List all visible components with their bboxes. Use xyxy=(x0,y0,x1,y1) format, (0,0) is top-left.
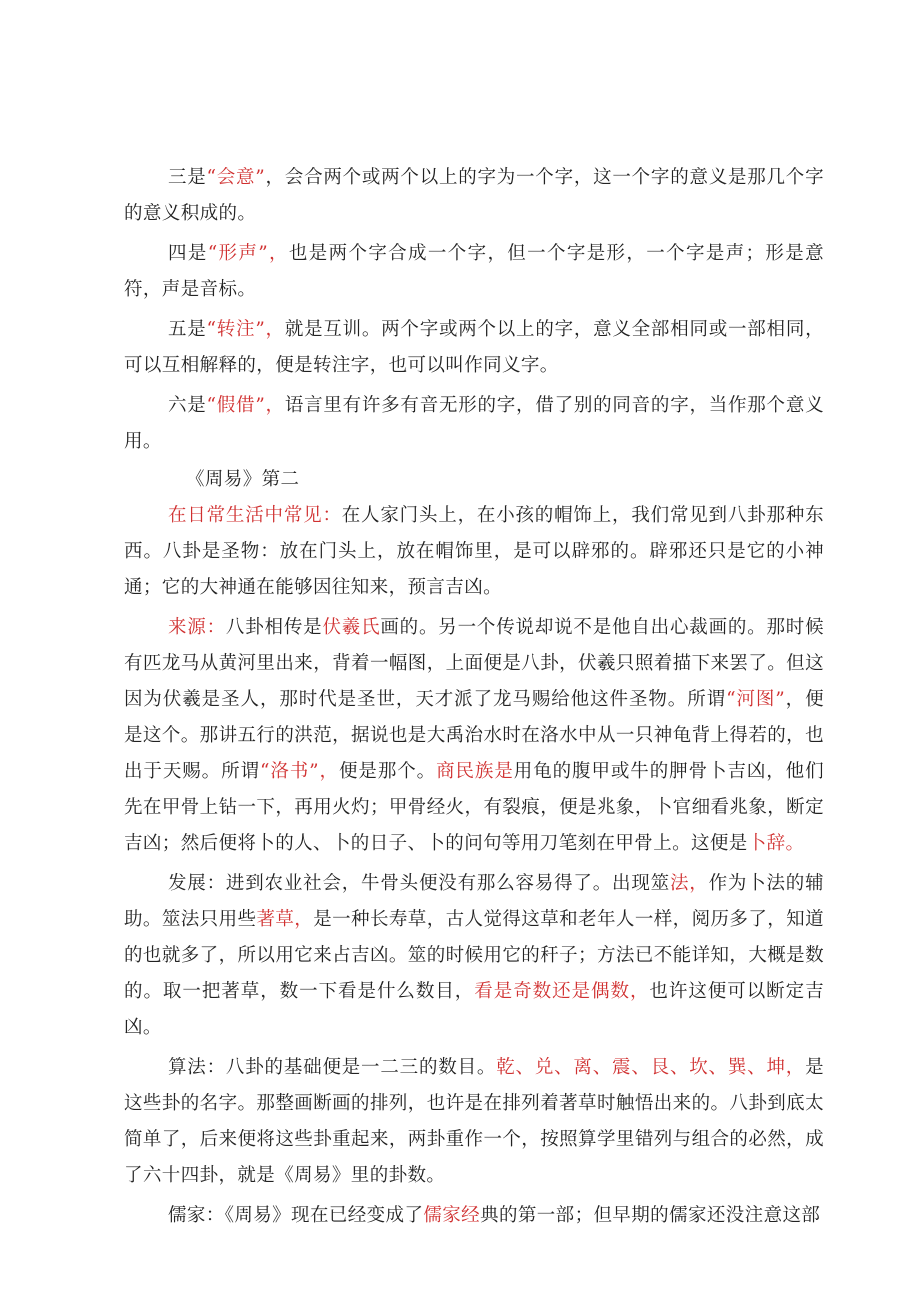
highlighted-text: “假借”， xyxy=(206,395,285,416)
text-run: 就是互训。两个字或两个以上的字，意义全部相同或一部相同，可以互相解释的，便是转注字，也可以叫作同义字。 xyxy=(124,319,824,376)
highlighted-text: 儒家经 xyxy=(423,1205,481,1226)
highlighted-text: “转注”， xyxy=(206,319,285,340)
text-run: 三是 xyxy=(168,167,207,188)
highlighted-text: 来源： xyxy=(168,617,226,638)
paragraph-xingsheng xyxy=(124,236,824,308)
text-run: ，会合两个或两个以上的字为一个字，这一个字的意义是那几个字的意义积成的。 xyxy=(124,167,824,224)
paragraph-jiajie xyxy=(124,388,824,460)
highlighted-text: 著草， xyxy=(256,909,314,930)
text-run: 算法：八卦的基础便是一二三的数目。 xyxy=(168,1057,497,1078)
text-run: ，便是这个。那讲五行的洪范，据说也是大禹治水时在洛水中从一只神龟背上得若的，也出于天赐。所谓 xyxy=(124,689,824,782)
highlighted-text: “形声”， xyxy=(207,243,289,264)
text-run: 八卦相传是 xyxy=(225,617,323,638)
highlighted-text: 商民族是 xyxy=(436,761,514,782)
highlighted-text: 法， xyxy=(669,873,709,894)
highlighted-text: “河图” xyxy=(726,689,786,710)
text-run: 在人家门头上，在小孩的帽饰上，我们常见到八卦那种东西。八卦是圣物：放在门头上，放在帽饰里，是可以辟邪的。辟邪还只是它的小神通；它的大神通在能够因往知来，预言吉凶。 xyxy=(124,505,824,598)
paragraph-confucian xyxy=(124,1198,824,1234)
paragraph-arithmetic xyxy=(124,1050,824,1194)
highlighted-text: 伏羲氏 xyxy=(322,617,381,638)
text-run: 是这些卦的名字。那整画断画的排列，也许是在排列着著草时触悟出来的。八卦到底太简单了，后来便将这些卦重起来，两卦重作一个，按照算学里错列与组合的必然，成了六十四卦，就是《周易》里的卦数。 xyxy=(124,1057,824,1186)
document-page xyxy=(124,160,824,1234)
text-run: 儒家：《周易》现在已经变成了 xyxy=(168,1205,424,1226)
text-run: 《周易》第二 xyxy=(186,469,300,490)
text-run: 也许这便可以断定吉凶。 xyxy=(124,981,824,1038)
paragraph-daily-life xyxy=(124,498,824,606)
highlighted-text: 在日常生活中常见： xyxy=(168,505,342,526)
paragraph-origin xyxy=(124,610,824,862)
highlighted-text: 卜辞。 xyxy=(747,833,805,854)
text-run: 是一种长寿草，古人觉得这草和老年人一样，阅历多了，知道的也就多了，所以用它来占吉凶。筮的时候用它的秆子；方法已不能详知，大概是数的。取一把著草，数一下看是什么数目， xyxy=(124,909,824,1002)
paragraph-huiyi xyxy=(124,160,824,232)
text-run: 五是 xyxy=(168,319,207,340)
section-title xyxy=(124,462,824,498)
highlighted-text: 看是奇数还是偶数， xyxy=(474,981,650,1002)
text-run: 典的第一部；但早期的儒家还没注意这部 xyxy=(480,1205,821,1226)
highlighted-text: 乾、兑、离、震、艮、坎、巽、坤， xyxy=(496,1057,806,1078)
text-run: 六是 xyxy=(168,395,207,416)
text-run: 用龟的腹甲或牛的胛骨卜吉凶，他们先在甲骨上钻一下，再用火灼；甲骨经火，有裂痕，便是兆象，卜官细看兆象，断定吉凶；然后便将卜的人、卜的日子、卜的问句等用刀笔刻在甲骨上。这便是 xyxy=(124,761,824,854)
text-run: 便是那个。 xyxy=(338,761,437,782)
paragraph-development xyxy=(124,866,824,1046)
highlighted-text: “会意” xyxy=(206,167,266,188)
text-run: 也是两个字合成一个字，但一个字是形，一个字是声；形是意符，声是音标。 xyxy=(124,243,824,300)
text-run: 发展：进到农业社会，牛骨头便没有那么容易得了。出现筮 xyxy=(168,873,670,894)
text-run: 语言里有许多有音无形的字，借了别的同音的字，当作那个意义用。 xyxy=(124,395,824,452)
highlighted-text: “洛书”， xyxy=(259,761,339,782)
text-run: 四是 xyxy=(168,243,208,264)
text-run: 作为卜法的辅助。筮法只用些 xyxy=(124,873,825,930)
text-run: 画的。另一个传说却说不是他自出心裁画的。那时候有匹龙马从黄河里出来，背着一幅图，上面便是八卦，伏羲只照着描下来罢了。但这因为伏羲是圣人，那时代是圣世，天才派了龙马赐给他这件圣物。所谓 xyxy=(124,617,824,710)
paragraph-zhuanzhu xyxy=(124,312,824,384)
